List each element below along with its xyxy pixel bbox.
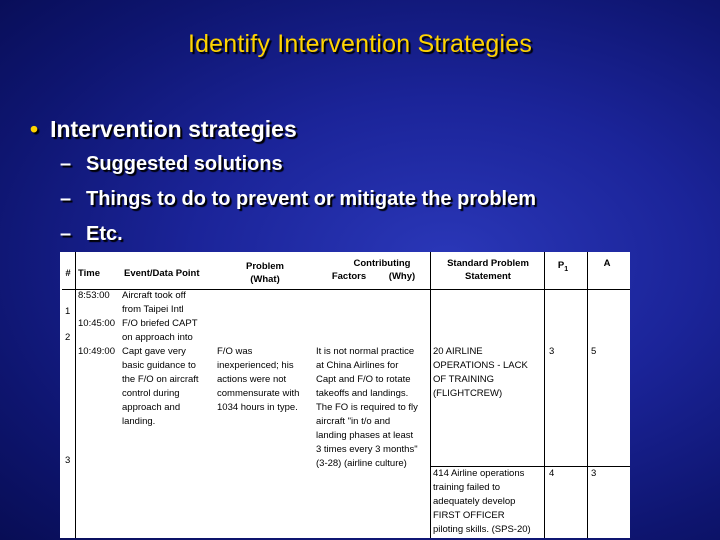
- p1-value: 4: [549, 468, 555, 479]
- event-line: basic guidance to: [122, 360, 196, 371]
- event-line: Capt gave very: [122, 346, 186, 357]
- factors-line: aircraft "in t/o and: [316, 416, 391, 427]
- header-p1: $P_1$: [557, 260, 569, 273]
- problem-line: actions were not: [217, 374, 287, 385]
- row-number: 3: [65, 455, 71, 466]
- header-event: Event/Data Point: [124, 268, 200, 279]
- standard-line: (FLIGHTCREW): [433, 388, 503, 399]
- factors-line: landing phases at least: [316, 430, 414, 441]
- subbullet-text: Suggested solutions: [86, 153, 283, 175]
- bullet-dot-icon: •: [30, 116, 39, 142]
- factors-line: (3-28) (airline culture): [316, 458, 407, 469]
- time-cell: 10:45:00: [78, 318, 115, 329]
- dash-icon: –: [60, 223, 72, 245]
- problem-line: F/O was: [217, 346, 253, 357]
- standard-line: 20 AIRLINE: [433, 346, 483, 357]
- header-standard-sub: Statement: [465, 271, 511, 282]
- subbullet-item: [60, 188, 536, 211]
- event-line: from Taipei Intl: [122, 304, 184, 315]
- factors-line: at China Airlines for: [316, 360, 399, 371]
- row-number: 1: [65, 306, 71, 317]
- a-value: 5: [591, 346, 597, 357]
- bullet-item: [30, 116, 297, 143]
- table-rule: [75, 252, 76, 538]
- header-factors-sub: Factors: [331, 271, 367, 282]
- time-cell: 8:53:00: [78, 290, 110, 301]
- time-cell: 10:49:00: [78, 346, 115, 357]
- standard-line: piloting skills. (SPS-20): [433, 524, 531, 535]
- subbullet-text: Etc.: [86, 223, 123, 245]
- factors-line: Capt and F/O to rotate: [316, 374, 411, 385]
- problem-line: commensurate with: [217, 388, 300, 399]
- problem-line: 1034 hours in type.: [217, 402, 298, 413]
- event-line: Aircraft took off: [122, 290, 186, 301]
- subbullet-text: Things to do to prevent or mitigate the problem: [86, 188, 537, 210]
- table-rule: [587, 252, 588, 538]
- standard-line: FIRST OFFICER: [433, 510, 505, 521]
- factors-line: The FO is required to fly: [316, 402, 418, 413]
- standard-line: OPERATIONS - LACK: [433, 360, 528, 371]
- header-time: Time: [78, 268, 101, 279]
- factors-line: It is not normal practice: [316, 346, 415, 357]
- event-line: F/O briefed CAPT: [122, 318, 198, 329]
- slide-title: Identify Intervention Strategies: [187, 30, 533, 58]
- table-rule: [544, 252, 545, 538]
- table-rule: [430, 252, 431, 538]
- analysis-table: [60, 252, 630, 538]
- event-line: control during: [122, 388, 180, 399]
- problem-line: inexperienced; his: [217, 360, 294, 371]
- standard-line: 414 Airline operations: [433, 468, 525, 479]
- standard-line: OF TRAINING: [433, 374, 495, 385]
- header-factors: Contributing: [353, 258, 411, 269]
- header-num: #: [65, 268, 71, 279]
- header-problem-sub: (What): [250, 274, 280, 285]
- standard-line: training failed to: [433, 482, 501, 493]
- row-number: 2: [65, 332, 71, 343]
- event-line: approach and: [122, 402, 181, 413]
- subbullet-item: [60, 223, 123, 246]
- event-line: the F/O on aircraft: [122, 374, 199, 385]
- a-value: 3: [591, 468, 597, 479]
- event-line: landing.: [122, 416, 156, 427]
- header-factors-why: (Why): [388, 271, 416, 282]
- header-problem: Problem: [245, 261, 284, 272]
- dash-icon: –: [60, 188, 72, 210]
- standard-line: adequately develop: [433, 496, 516, 507]
- header-a: A: [603, 258, 611, 269]
- dash-icon: –: [60, 153, 72, 175]
- header-standard: Standard Problem: [447, 258, 529, 269]
- subbullet-item: [60, 153, 283, 176]
- bullet-text: Intervention strategies: [50, 116, 297, 142]
- p1-value: 3: [549, 346, 555, 357]
- factors-line: takeoffs and landings.: [316, 388, 409, 399]
- factors-line: 3 times every 3 months": [316, 444, 418, 455]
- event-line: on approach into: [122, 332, 193, 343]
